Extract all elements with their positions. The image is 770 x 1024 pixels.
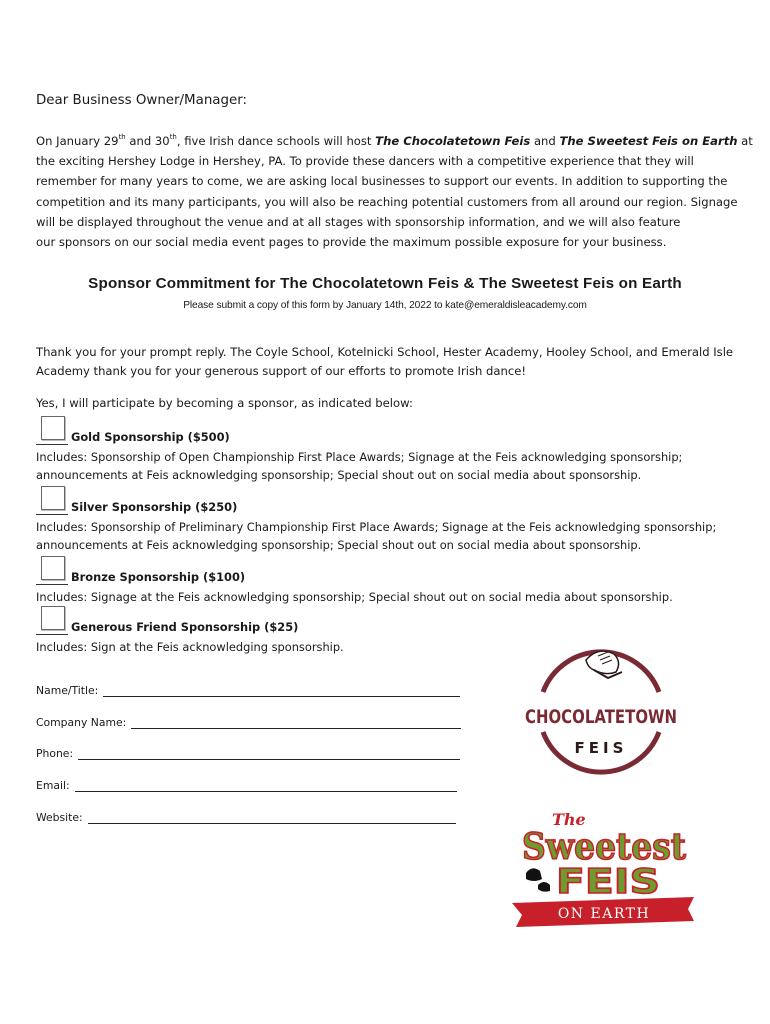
- option-name: Bronze Sponsorship ($100): [71, 570, 246, 584]
- ordinal-suffix: th: [118, 133, 126, 141]
- option-name: Generous Friend Sponsorship ($25): [71, 620, 299, 634]
- description-line: announcements at Feis acknowledging sponsorship; Special shout out on social media about sponsorship.: [36, 468, 642, 482]
- website-field[interactable]: [36, 810, 456, 824]
- field-label: Company Name:: [36, 716, 127, 729]
- logo-word-the: The: [552, 810, 586, 829]
- intro-line-1: [36, 131, 753, 151]
- option-header: [36, 498, 736, 518]
- option-description: [36, 588, 736, 606]
- dancing-feet-icon: [526, 868, 550, 891]
- ordinal-suffix: th: [169, 133, 177, 141]
- website-input-line[interactable]: [88, 810, 456, 824]
- option-header: [36, 428, 736, 448]
- field-label: Email:: [36, 779, 70, 792]
- intro-text: and 30: [125, 134, 170, 148]
- form-title: Sponsor Commitment for The Chocolatetown Feis & The Sweetest Feis on Earth: [88, 275, 682, 292]
- email-input-line[interactable]: [75, 778, 457, 792]
- intro-line-3: remember for many years to come, we are asking local businesses to support our events. In addition to supporting the: [36, 174, 728, 189]
- sweetest-feis-logo: [508, 803, 698, 933]
- form-subtitle: Please submit a copy of this form by January 14th, 2022 to kate@emeraldisleacademy.com: [183, 300, 587, 311]
- intro-line-2: the exciting Hershey Lodge in Hershey, PA. To provide these dancers with a competitive experience that they will: [36, 154, 694, 169]
- gold-checkbox[interactable]: [41, 416, 65, 440]
- description-line: Includes: Signage at the Feis acknowledging sponsorship; Special shout out on social media about sponsorship.: [36, 590, 673, 604]
- chocolatetown-feis-logo: [518, 632, 684, 792]
- name-title-input-line[interactable]: [103, 683, 460, 697]
- event-name-chocolatetown: The Chocolatetown Feis: [375, 134, 531, 148]
- description-line: Includes: Sponsorship of Preliminary Championship First Place Awards; Signage at the Feis acknowledging sponsorship;: [36, 520, 717, 534]
- thanks-paragraph: [36, 343, 734, 380]
- phone-input-line[interactable]: [78, 746, 460, 760]
- logo-word-chocolatetown: CHOCOLATETOWN: [525, 707, 677, 728]
- silver-option: [36, 498, 736, 554]
- gold-option: [36, 428, 736, 484]
- option-name: Gold Sponsorship ($500): [71, 430, 230, 444]
- email-field[interactable]: [36, 778, 457, 792]
- field-label: Name/Title:: [36, 684, 99, 697]
- company-name-field[interactable]: [36, 715, 461, 729]
- silver-checkbox[interactable]: [41, 486, 65, 510]
- intro-text: and: [530, 134, 560, 148]
- intro-text: , five Irish dance schools will host: [176, 134, 376, 148]
- option-header: [36, 568, 736, 588]
- phone-field[interactable]: [36, 746, 460, 760]
- logo-word-feis: FEIS: [574, 739, 628, 757]
- field-label: Website:: [36, 811, 83, 824]
- participation-statement: Yes, I will participate by becoming a sponsor, as indicated below:: [36, 396, 413, 410]
- salutation: Dear Business Owner/Manager:: [36, 93, 248, 108]
- description-line: Includes: Sponsorship of Open Championship First Place Awards; Signage at the Feis acknowledging sponsorship;: [36, 450, 683, 464]
- intro-text: at: [737, 134, 753, 148]
- intro-line-6: our sponsors on our social media event pages to provide the maximum possible exposure for your business.: [36, 235, 667, 250]
- bronze-checkbox[interactable]: [41, 556, 65, 580]
- name-title-field[interactable]: [36, 683, 460, 697]
- intro-line-5: will be displayed throughout the venue and at all stages with sponsorship information, and we will also feature: [36, 214, 681, 229]
- option-name: Silver Sponsorship ($250): [71, 500, 238, 514]
- description-line: Includes: Sign at the Feis acknowledging sponsorship.: [36, 640, 344, 654]
- logo-word-sweetest: Sweetest: [522, 826, 687, 868]
- bronze-option: [36, 568, 736, 606]
- logo-word-feis: FEIS: [556, 862, 660, 902]
- option-description: [36, 448, 736, 484]
- option-description: [36, 518, 736, 554]
- field-label: Phone:: [36, 747, 74, 760]
- description-line: announcements at Feis acknowledging sponsorship; Special shout out on social media about sponsorship.: [36, 538, 642, 552]
- intro-text: On January 29: [36, 134, 119, 148]
- company-name-input-line[interactable]: [131, 715, 461, 729]
- generous-friend-checkbox[interactable]: [41, 606, 65, 630]
- intro-line-4: competition and its many participants, you will also be reaching potential customers from all around our region. Signage: [36, 194, 738, 209]
- intro-paragraph: [36, 131, 753, 252]
- thanks-line-2: Academy thank you for your generous support of our efforts to promote Irish dance!: [36, 363, 526, 378]
- logo-banner-text: ON EARTH: [557, 906, 651, 922]
- thanks-line-1: Thank you for your prompt reply. The Coyle School, Kotelnicki School, Hester Academy, Hooley School, and Emerald Isle: [36, 345, 734, 359]
- event-name-sweetest: The Sweetest Feis on Earth: [559, 134, 738, 148]
